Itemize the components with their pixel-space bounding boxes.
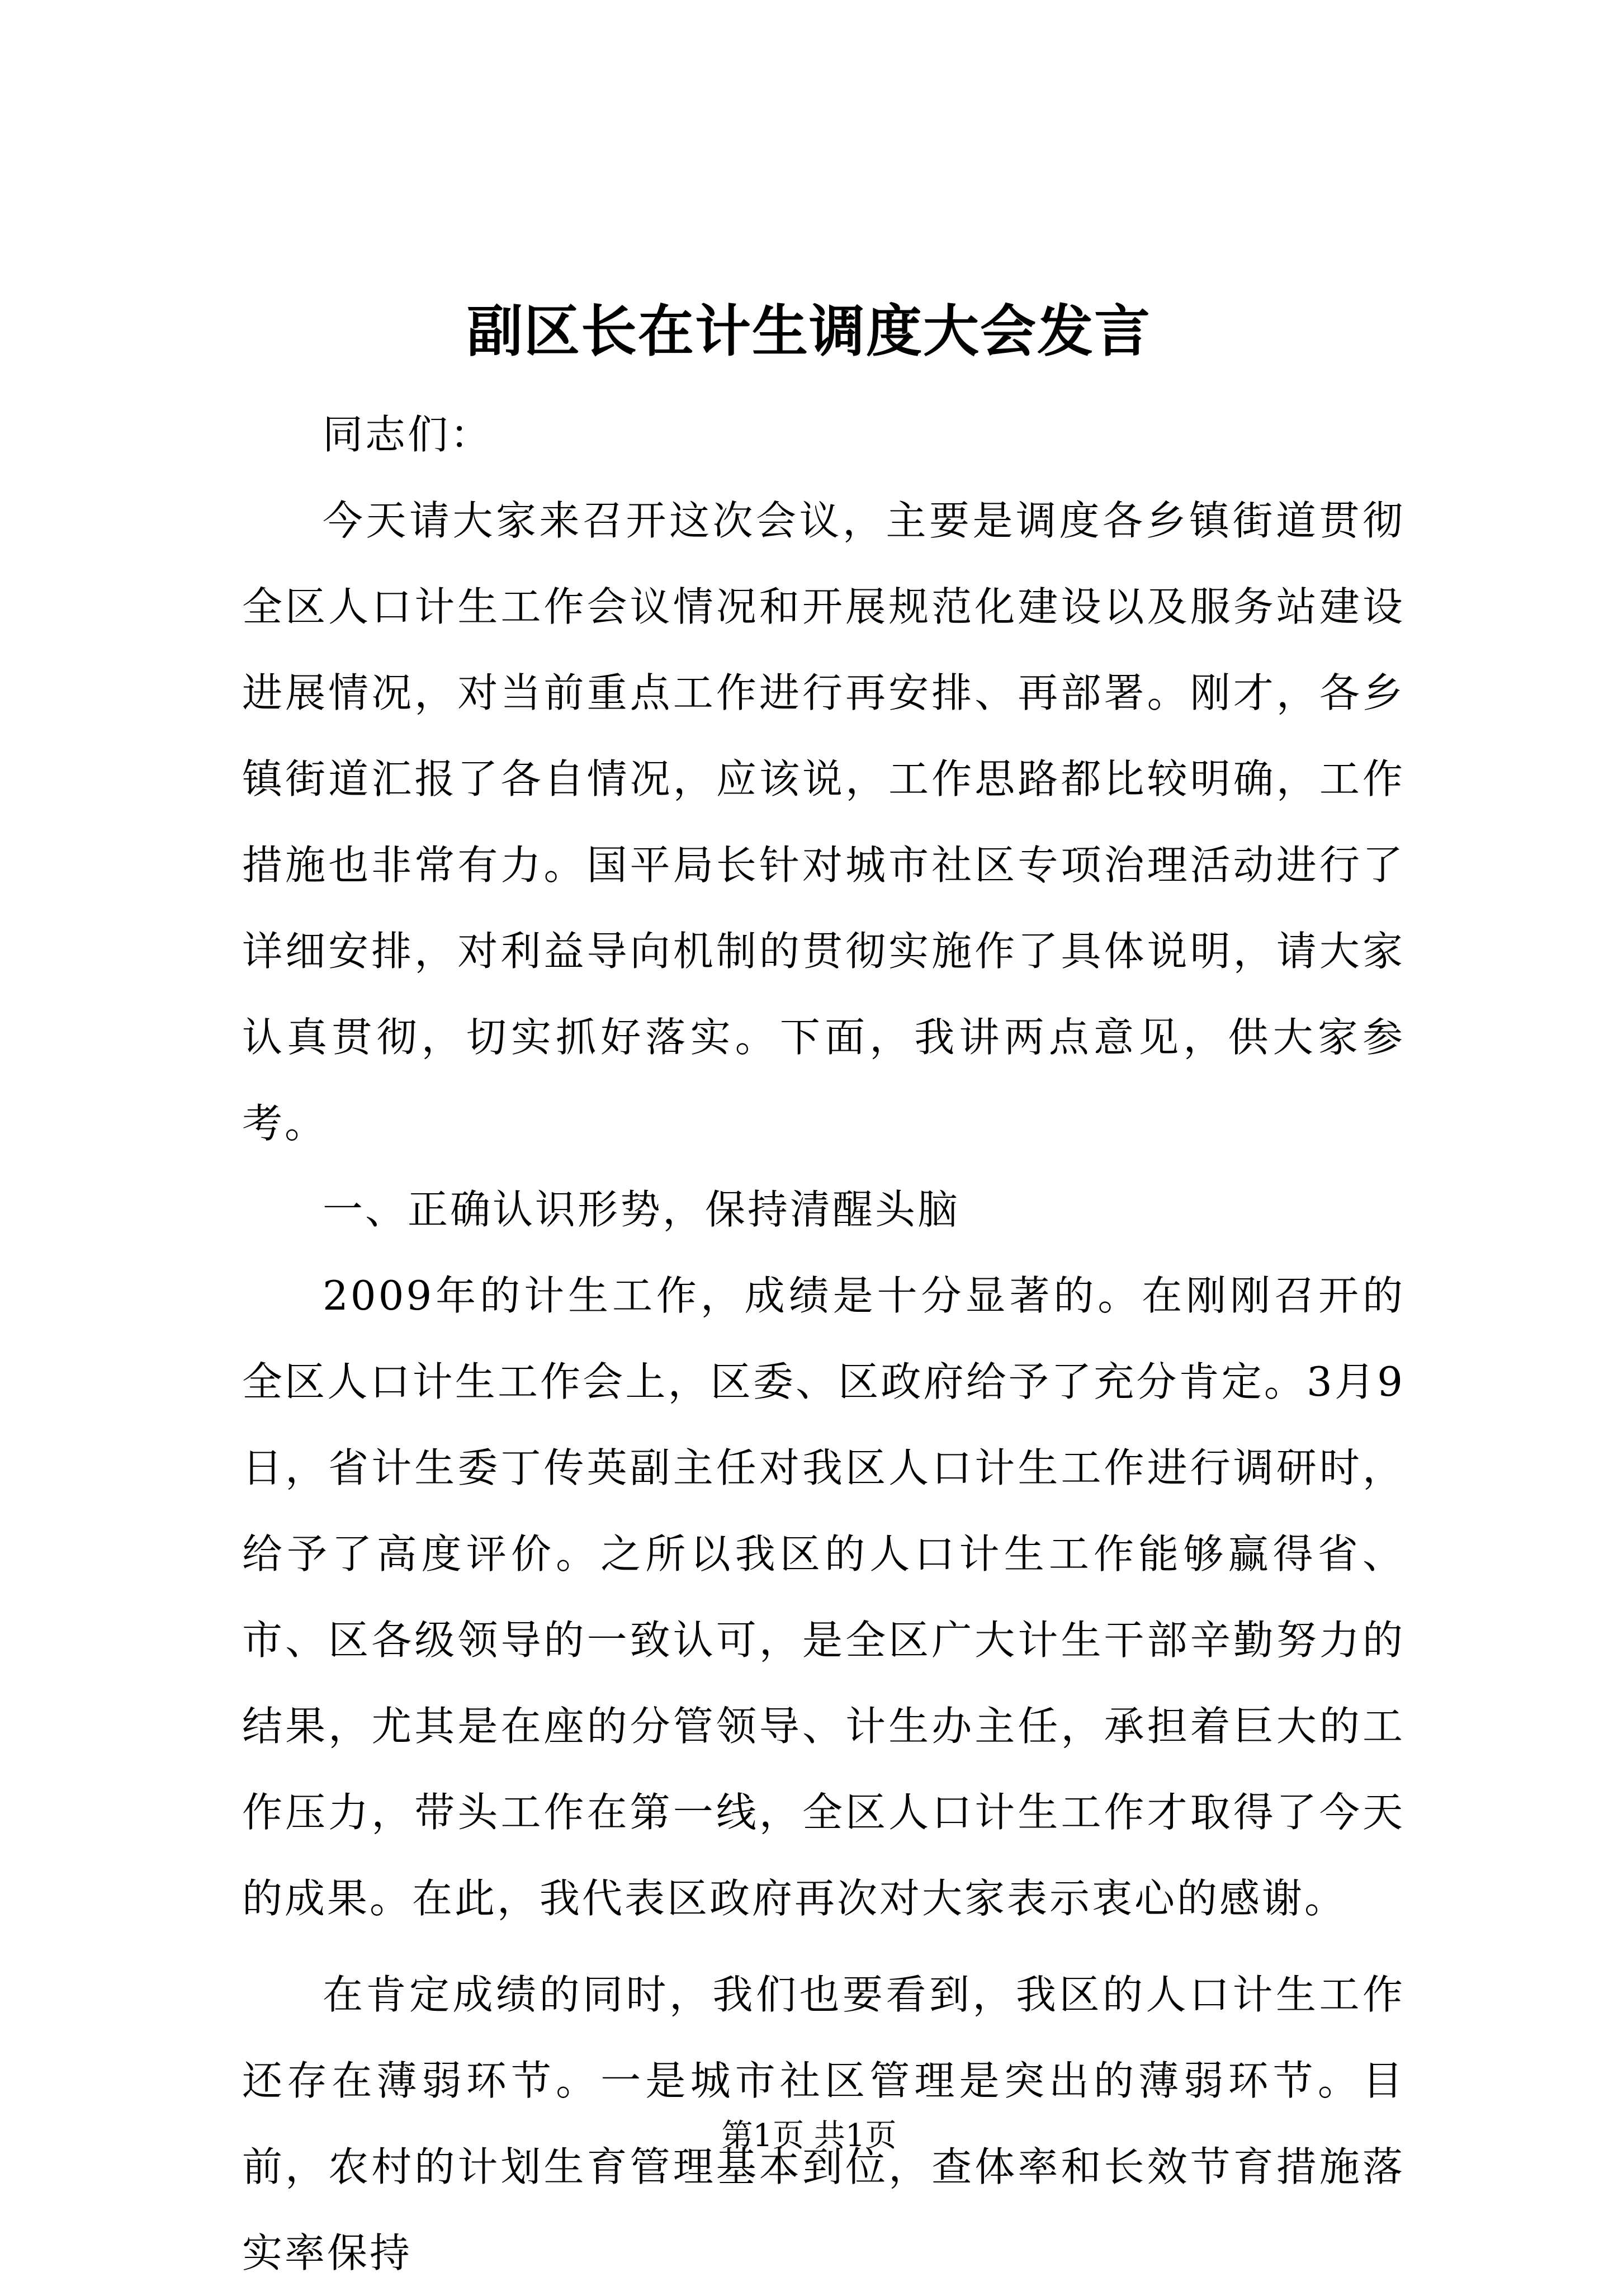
document-title: 副区长在计生调度大会发言 (467, 298, 1151, 364)
achievements-paragraph: 2009年的计生工作，成绩是十分显著的。在刚刚召开的全区人口计生工作会上，区委、区政府给予了充分肯定。3月9日，省计生委丁传英副主任对我区人口计生工作进行调研时，给予了高度评价。之所以我区的人口计生工作能够赢得省、市、区各级领导的一致认可，是全区广大计生干部辛勤努力的结果，尤其是在座的分管领导、计生办主任，承担着巨大的工作压力，带头工作在第一线，全区人口计生工作才取得了今天的成果。在此，我代表区政府再次对大家表示衷心的感谢。 (242, 1272, 1405, 1922)
weaknesses-paragraph: 在肯定成绩的同时，我们也要看到，我区的人口计生工作还存在薄弱环节。一是城市社区管理是突出的薄弱环节。目前，农村的计划生育管理基本到位，查体率和长效节育措施落实率保持 (242, 1971, 1405, 2276)
page-footer: 第1页 共1页 (721, 2118, 897, 2154)
intro-paragraph: 今天请大家来召开这次会议，主要是调度各乡镇街道贯彻全区人口计生工作会议情况和开展规范化建设以及服务站建设进展情况，对当前重点工作进行再安排、再部署。刚才，各乡镇街道汇报了各自情况，应该说，工作思路都比较明确，工作措施也非常有力。国平局长针对城市社区专项治理活动进行了详细安排，对利益导向机制的贯彻实施作了具体说明，请大家认真贯彻，切实抓好落实。下面，我讲两点意见，供大家参考。 (242, 497, 1405, 1147)
salutation-paragraph: 同志们： (323, 411, 493, 458)
section-heading: 一、正确认识形势，保持清醒头脑 (323, 1186, 961, 1233)
document-body (242, 391, 1405, 2296)
